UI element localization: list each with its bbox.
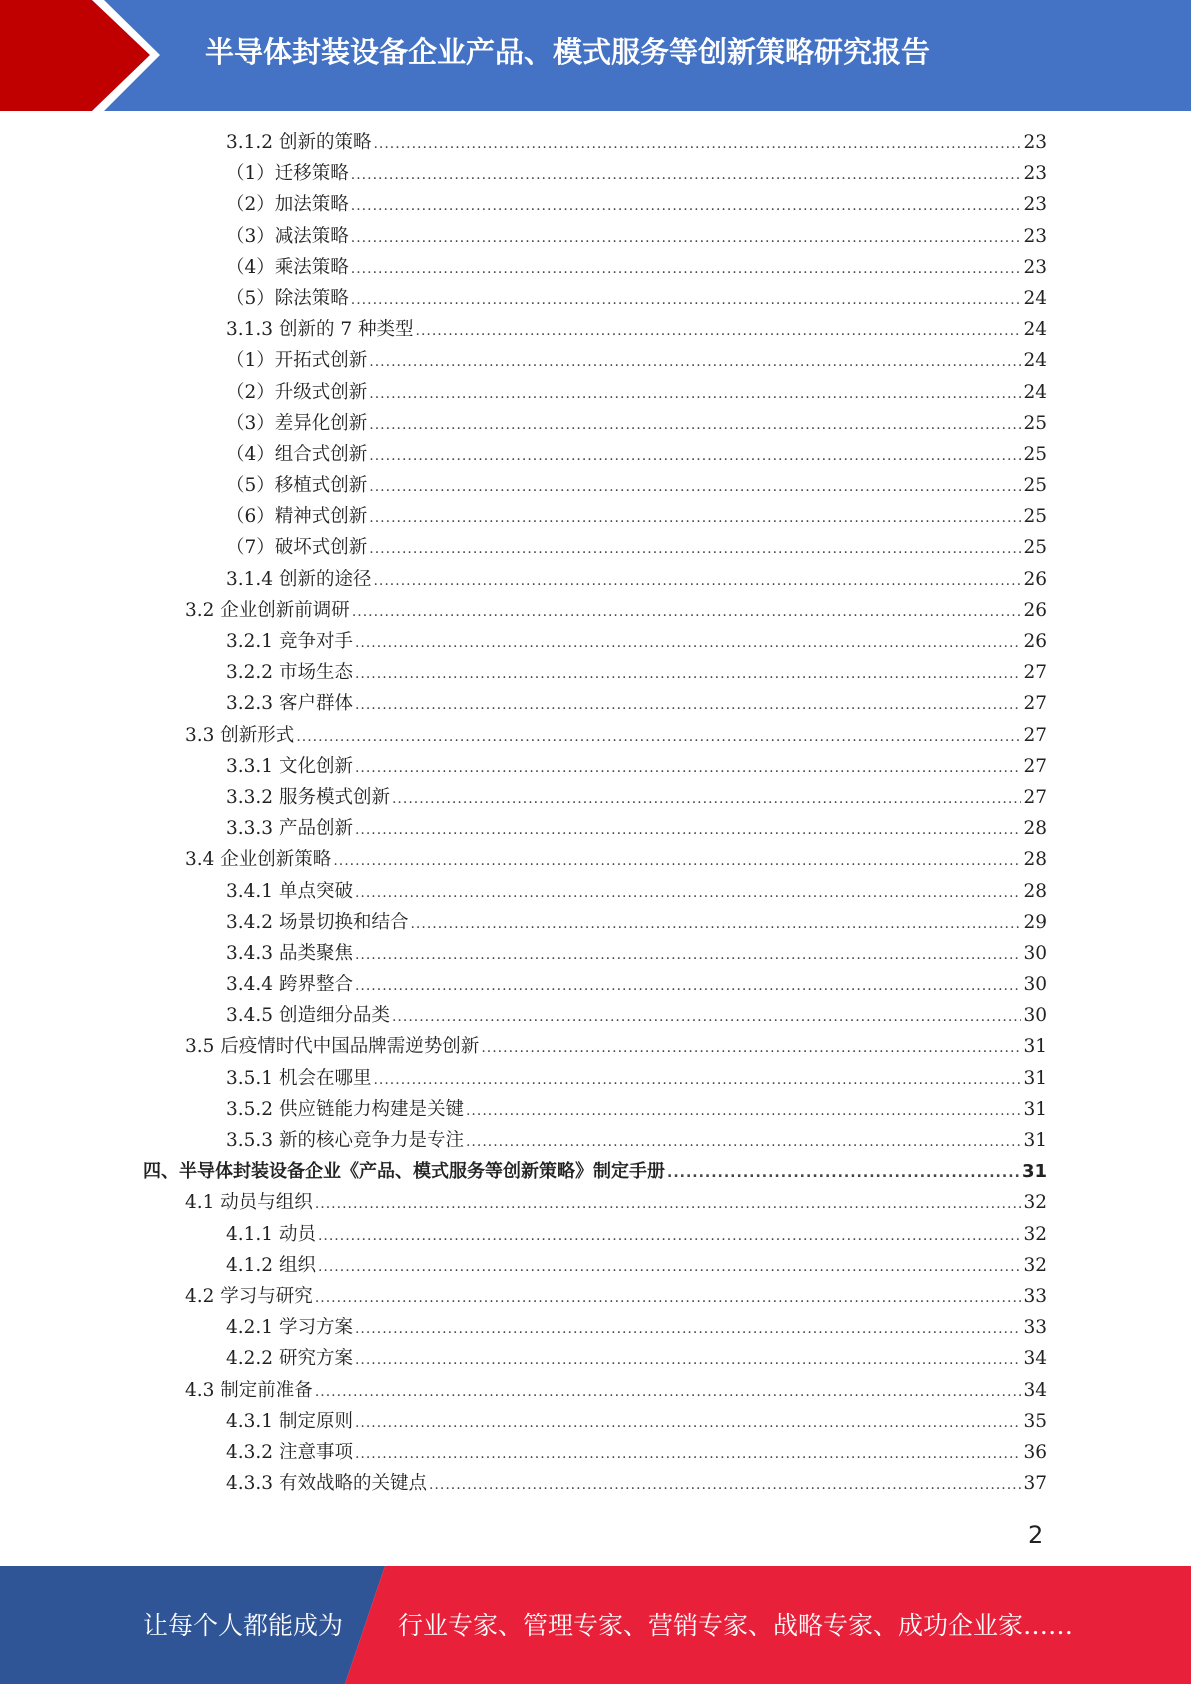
toc-entry-page: 31 <box>1021 1161 1047 1183</box>
footer-slogan-right: 行业专家、管理专家、营销专家、战略专家、成功企业家…… <box>398 1611 1074 1640</box>
toc-entry-page: 25 <box>1023 412 1047 434</box>
footer-slogan-left: 让每个人都能成为 <box>143 1611 344 1640</box>
toc-leader-dots <box>355 1345 1022 1376</box>
toc-entry-page: 32 <box>1023 1223 1047 1245</box>
toc-entry[interactable] <box>0 844 1191 875</box>
toc-leader-dots <box>352 597 1022 628</box>
toc-entry-page: 23 <box>1023 194 1047 216</box>
toc-entry-title: 3.3.3 产品创新 <box>226 818 353 840</box>
toc-entry[interactable] <box>0 751 1191 782</box>
toc-leader-dots <box>369 472 1021 503</box>
toc-entry-title: 3.5.3 新的核心竞争力是专注 <box>226 1130 464 1151</box>
toc-leader-dots <box>429 1470 1021 1501</box>
toc-entry-title: 4.2.2 研究方案 <box>226 1348 353 1370</box>
toc-entry-title: （7）破坏式创新 <box>226 537 368 559</box>
toc-entry[interactable] <box>0 1468 1191 1499</box>
toc-entry-page: 27 <box>1023 755 1047 777</box>
toc-entry-page: 23 <box>1023 132 1047 153</box>
toc-entry[interactable] <box>0 782 1191 813</box>
toc-entry-title: （5）移植式创新 <box>226 475 368 497</box>
toc-entry-title: 4.1.1 动员 <box>226 1223 316 1245</box>
toc-entry[interactable] <box>0 127 1191 158</box>
toc-entry[interactable] <box>0 1375 1191 1406</box>
toc-entry[interactable] <box>0 470 1191 501</box>
report-title: 半导体封装设备企业产品、模式服务等创新策略研究报告 <box>205 35 931 69</box>
toc-entry[interactable] <box>0 408 1191 439</box>
toc-entry-page: 28 <box>1023 880 1047 902</box>
toc-entry-page: 25 <box>1023 537 1047 559</box>
toc-entry-title: （3）差异化创新 <box>226 412 368 434</box>
toc-leader-dots <box>333 846 1021 877</box>
toc-entry-page: 31 <box>1023 1098 1047 1120</box>
toc-entry-title: （6）精神式创新 <box>226 506 368 528</box>
toc-leader-dots <box>373 1065 1021 1096</box>
toc-leader-dots <box>351 191 1022 222</box>
toc-entry[interactable] <box>0 688 1191 719</box>
toc-entry[interactable] <box>0 969 1191 1000</box>
toc-entry[interactable] <box>0 377 1191 408</box>
toc-entry-title: （5）除法策略 <box>226 287 349 309</box>
toc-entry-title: 3.3 创新形式 <box>185 724 295 746</box>
toc-leader-dots <box>351 223 1022 254</box>
toc-leader-dots <box>315 1189 1022 1220</box>
toc-entry-page: 24 <box>1023 350 1047 372</box>
toc-entry[interactable] <box>0 1281 1191 1312</box>
toc-entry[interactable] <box>0 564 1191 595</box>
toc-entry-title: 3.1.3 创新的 7 种类型 <box>226 319 414 341</box>
toc-entry-title: 3.2 企业创新前调研 <box>185 599 350 621</box>
toc-entry-title: 3.4.2 场景切换和结合 <box>226 911 409 933</box>
toc-entry-title: （2）升级式创新 <box>226 381 368 403</box>
toc-entry-page: 25 <box>1023 475 1047 497</box>
toc-entry[interactable] <box>0 595 1191 626</box>
toc-entry-title: 4.1 动员与组织 <box>185 1192 313 1214</box>
toc-entry[interactable] <box>0 532 1191 563</box>
toc-entry-page: 24 <box>1023 381 1047 403</box>
toc-leader-dots <box>369 503 1021 534</box>
toc-leader-dots <box>369 379 1021 410</box>
toc-entry-title: 四、半导体封装设备企业《产品、模式服务等创新策略》制定手册 <box>143 1161 665 1183</box>
toc-entry[interactable] <box>0 1094 1191 1125</box>
toc-leader-dots <box>351 285 1022 316</box>
toc-entry[interactable] <box>0 158 1191 189</box>
toc-leader-dots <box>355 940 1022 971</box>
toc-entry-title: 3.5.2 供应链能力构建是关键 <box>226 1098 464 1120</box>
toc-leader-dots <box>373 129 1021 160</box>
toc-entry[interactable] <box>0 1437 1191 1468</box>
toc-entry-page: 27 <box>1023 724 1047 746</box>
toc-entry-page: 25 <box>1023 443 1047 465</box>
toc-entry-page: 23 <box>1023 225 1047 247</box>
toc-entry-page: 33 <box>1023 1285 1047 1307</box>
toc-leader-dots <box>355 1408 1022 1439</box>
toc-entry[interactable] <box>0 1000 1191 1031</box>
toc-leader-dots <box>355 878 1022 909</box>
toc-entry-title: 4.1.2 组织 <box>226 1254 316 1276</box>
toc-entry-title: 3.4 企业创新策略 <box>185 849 332 871</box>
toc-entry-title: 3.4.4 跨界整合 <box>226 974 353 996</box>
toc-entry-page: 31 <box>1023 1130 1047 1151</box>
toc-leader-dots <box>355 971 1022 1002</box>
toc-entry-page: 24 <box>1023 287 1047 309</box>
toc-entry-page: 33 <box>1023 1317 1047 1339</box>
page-footer <box>0 1566 1191 1684</box>
toc-entry-title: 4.2 学习与研究 <box>185 1285 313 1307</box>
toc-entry[interactable] <box>0 626 1191 657</box>
toc-entry[interactable] <box>0 1187 1191 1218</box>
toc-entry[interactable] <box>0 189 1191 220</box>
toc-entry-page: 28 <box>1023 818 1047 840</box>
toc-entry[interactable] <box>0 1219 1191 1250</box>
toc-entry-title: 3.4.5 创造细分品类 <box>226 1005 390 1027</box>
page-header <box>0 0 1191 111</box>
toc-entry-title: 4.3.2 注意事项 <box>226 1441 353 1463</box>
toc-leader-dots <box>369 534 1021 565</box>
toc-entry-page: 30 <box>1023 1005 1047 1027</box>
toc-entry-title: 3.4.3 品类聚焦 <box>226 942 353 964</box>
toc-leader-dots <box>392 784 1021 815</box>
toc-entry-page: 26 <box>1023 631 1047 652</box>
toc-leader-dots <box>410 909 1021 940</box>
toc-entry[interactable] <box>0 252 1191 283</box>
toc-leader-dots <box>466 1127 1021 1158</box>
toc-entry-page: 30 <box>1023 942 1047 964</box>
toc-leader-dots <box>355 1439 1022 1470</box>
toc-leader-dots <box>667 1158 1020 1189</box>
toc-leader-dots <box>369 347 1021 378</box>
toc-entry[interactable] <box>0 439 1191 470</box>
toc-leader-dots <box>373 566 1021 597</box>
toc-entry-title: （1）开拓式创新 <box>226 350 368 372</box>
toc-entry-title: 3.5.1 机会在哪里 <box>226 1067 372 1089</box>
toc-leader-dots <box>351 254 1022 285</box>
toc-leader-dots <box>355 628 1022 659</box>
toc-entry-page: 26 <box>1023 599 1047 621</box>
toc-leader-dots <box>369 410 1021 441</box>
toc-entry[interactable] <box>0 1312 1191 1343</box>
page-number: 2 <box>1028 1521 1044 1549</box>
toc-entry-page: 32 <box>1023 1192 1047 1214</box>
toc-entry-page: 23 <box>1023 163 1047 185</box>
toc-entry[interactable] <box>0 876 1191 907</box>
toc-entry-title: 3.2.3 客户群体 <box>226 693 353 715</box>
toc-leader-dots <box>318 1221 1022 1252</box>
header-arrow-decoration <box>0 0 160 111</box>
toc-entry-page: 34 <box>1023 1348 1047 1370</box>
table-of-contents <box>0 127 1191 1499</box>
toc-entry-title: （4）组合式创新 <box>226 443 368 465</box>
toc-entry[interactable] <box>0 1250 1191 1281</box>
toc-entry-title: （3）减法策略 <box>226 225 349 247</box>
toc-entry-title: 3.2.2 市场生态 <box>226 662 353 684</box>
toc-entry-page: 34 <box>1023 1379 1047 1401</box>
toc-leader-dots <box>466 1096 1021 1127</box>
toc-entry[interactable] <box>0 345 1191 376</box>
toc-leader-dots <box>392 1002 1021 1033</box>
toc-entry-page: 31 <box>1023 1036 1047 1058</box>
toc-entry-title: （1）迁移策略 <box>226 163 349 185</box>
toc-entry[interactable] <box>0 1156 1191 1187</box>
toc-entry[interactable] <box>0 907 1191 938</box>
toc-entry-page: 26 <box>1023 568 1047 590</box>
toc-entry-page: 31 <box>1023 1067 1047 1089</box>
toc-entry-page: 24 <box>1023 319 1047 341</box>
toc-entry-page: 25 <box>1023 506 1047 528</box>
toc-leader-dots <box>355 659 1022 690</box>
toc-entry-title: （2）加法策略 <box>226 194 349 216</box>
toc-entry[interactable] <box>0 1031 1191 1062</box>
toc-entry-page: 23 <box>1023 256 1047 278</box>
toc-entry-title: 4.2.1 学习方案 <box>226 1317 353 1339</box>
toc-leader-dots <box>355 815 1022 846</box>
toc-entry[interactable] <box>0 938 1191 969</box>
toc-entry[interactable] <box>0 657 1191 688</box>
toc-entry[interactable] <box>0 501 1191 532</box>
toc-entry[interactable] <box>0 1406 1191 1437</box>
toc-entry-page: 29 <box>1023 911 1047 933</box>
toc-entry[interactable] <box>0 314 1191 345</box>
toc-entry-title: 3.5 后疫情时代中国品牌需逆势创新 <box>185 1036 480 1058</box>
toc-entry-title: 3.4.1 单点突破 <box>226 880 353 902</box>
toc-leader-dots <box>355 1314 1022 1345</box>
toc-leader-dots <box>315 1377 1022 1408</box>
toc-leader-dots <box>416 316 1022 347</box>
toc-leader-dots <box>318 1252 1022 1283</box>
toc-entry-page: 37 <box>1023 1473 1047 1495</box>
toc-entry-title: 3.2.1 竞争对手 <box>226 631 353 652</box>
toc-entry-title: 3.1.4 创新的途径 <box>226 568 372 590</box>
toc-entry-title: （4）乘法策略 <box>226 256 349 278</box>
toc-entry-page: 27 <box>1023 693 1047 715</box>
toc-entry[interactable] <box>0 1063 1191 1094</box>
toc-entry-page: 35 <box>1023 1410 1047 1432</box>
toc-entry-title: 3.3.1 文化创新 <box>226 755 353 777</box>
toc-entry[interactable] <box>0 1125 1191 1156</box>
toc-leader-dots <box>355 690 1022 721</box>
toc-entry-page: 36 <box>1023 1441 1047 1463</box>
toc-leader-dots <box>351 160 1022 191</box>
toc-leader-dots <box>481 1033 1021 1064</box>
toc-entry-title: 3.1.2 创新的策略 <box>226 132 372 153</box>
toc-entry-page: 28 <box>1023 849 1047 871</box>
toc-entry[interactable] <box>0 720 1191 751</box>
toc-leader-dots <box>369 441 1021 472</box>
toc-entry[interactable] <box>0 221 1191 252</box>
toc-leader-dots <box>296 722 1021 753</box>
toc-entry-title: 4.3 制定前准备 <box>185 1379 313 1401</box>
toc-entry-page: 27 <box>1023 786 1047 808</box>
toc-entry-page: 27 <box>1023 662 1047 684</box>
toc-entry[interactable] <box>0 813 1191 844</box>
toc-entry-title: 4.3.3 有效战略的关键点 <box>226 1473 427 1495</box>
toc-entry[interactable] <box>0 283 1191 314</box>
toc-entry-page: 30 <box>1023 974 1047 996</box>
toc-entry-title: 4.3.1 制定原则 <box>226 1410 353 1432</box>
toc-entry-page: 32 <box>1023 1254 1047 1276</box>
toc-entry-title: 3.3.2 服务模式创新 <box>226 786 390 808</box>
toc-leader-dots <box>315 1283 1022 1314</box>
toc-entry[interactable] <box>0 1343 1191 1374</box>
toc-leader-dots <box>355 753 1022 784</box>
